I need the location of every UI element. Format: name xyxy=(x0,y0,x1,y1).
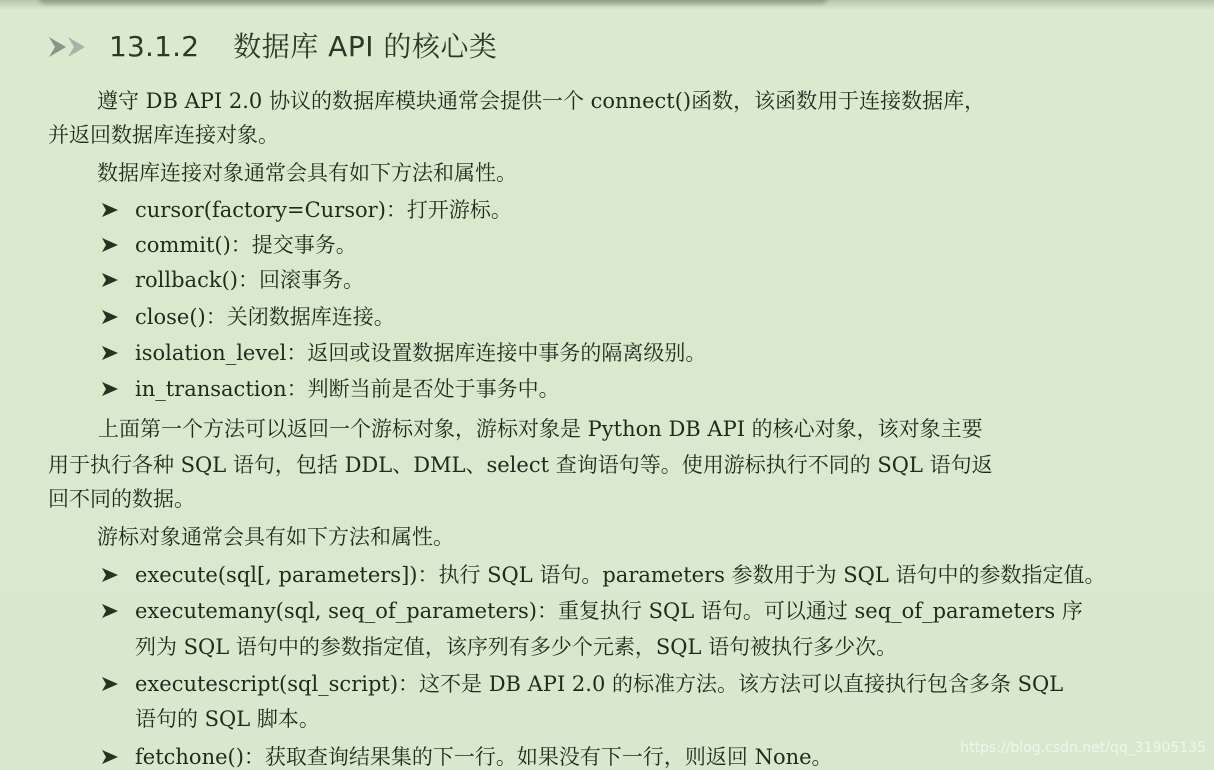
bullet-text: in_transaction：判断当前是否处于事务中。 xyxy=(135,377,560,401)
connection-method-close xyxy=(101,302,1121,332)
bullet-marker xyxy=(101,596,135,626)
paragraph-connect-line-1: 遵守 DB API 2.0 协议的数据库模块通常会提供一个 connect()函数，该函数用于连接数据库， xyxy=(97,89,986,113)
connection-method-commit xyxy=(101,230,1121,260)
cursor-method-execute xyxy=(101,560,1121,590)
connection-attribute-isolation-level xyxy=(101,338,1121,368)
bullet-marker xyxy=(101,302,135,332)
bullet-arrow-icon xyxy=(101,202,119,218)
bullet-marker xyxy=(101,195,135,225)
paragraph-connect-line-2: 并返回数据库连接对象。 xyxy=(48,123,279,147)
bullet-arrow-icon xyxy=(101,345,119,361)
bullet-marker xyxy=(101,230,135,260)
top-cropped-text-strip xyxy=(0,0,1214,10)
heading-number: 13.1.2 xyxy=(109,30,200,63)
cursor-method-executemany-continuation xyxy=(101,632,1121,662)
bullet-text: executemany(sql, seq_of_parameters)：重复执行 SQL 语句。可以通过 seq_of_parameters 序 xyxy=(135,599,1083,623)
heading-title: 数据库 API 的核心类 xyxy=(233,30,498,63)
paragraph-cursor-methods-intro: 游标对象通常会具有如下方法和属性。 xyxy=(97,525,454,549)
bullet-marker xyxy=(101,669,135,699)
paragraph-cursor-line-3: 回不同的数据。 xyxy=(48,487,195,511)
bullet-arrow-icon xyxy=(101,603,119,619)
double-chevron-icon xyxy=(47,35,97,59)
bullet-text: fetchone()：获取查询结果集的下一行。如果没有下一行，则返回 None。 xyxy=(135,745,833,769)
bullet-marker xyxy=(101,338,135,368)
bullet-arrow-icon xyxy=(101,272,119,288)
bullet-marker xyxy=(101,374,135,404)
paragraph-cursor-line-2: 用于执行各种 SQL 语句，包括 DDL、DML、select 查询语句等。使用游标执行不同的 SQL 语句返 xyxy=(48,453,993,477)
bullet-marker xyxy=(101,265,135,295)
bullet-arrow-icon xyxy=(101,567,119,583)
connection-method-rollback xyxy=(101,265,1121,295)
cursor-method-executescript-continuation xyxy=(101,704,1121,734)
connection-method-cursor xyxy=(101,195,1121,225)
bullet-arrow-icon xyxy=(101,381,119,397)
paragraph-cursor-line-1: 上面第一个方法可以返回一个游标对象，游标对象是 Python DB API 的核心对象，该对象主要 xyxy=(98,417,983,441)
cursor-method-executemany xyxy=(101,596,1121,626)
bullet-continuation-text: 列为 SQL 语句中的参数指定值，该序列有多少个元素，SQL 语句被执行多少次。 xyxy=(135,635,898,659)
bullet-continuation-text: 语句的 SQL 脚本。 xyxy=(135,707,320,731)
watermark-url: https://blog.csdn.net/qq_31905135 xyxy=(960,740,1206,756)
bullet-text: execute(sql[, parameters])：执行 SQL 语句。parameters 参数用于为 SQL 语句中的参数指定值。 xyxy=(135,563,1106,587)
paragraph-connection-methods-intro: 数据库连接对象通常会具有如下方法和属性。 xyxy=(97,161,517,185)
bullet-arrow-icon xyxy=(101,237,119,253)
connection-attribute-in-transaction xyxy=(101,374,1121,404)
bullet-arrow-icon xyxy=(101,749,119,765)
section-heading xyxy=(47,29,497,65)
bullet-text: isolation_level：返回或设置数据库连接中事务的隔离级别。 xyxy=(135,341,707,365)
bullet-marker xyxy=(101,742,135,770)
bullet-text: commit()：提交事务。 xyxy=(135,233,357,257)
bullet-arrow-icon xyxy=(101,676,119,692)
cursor-method-executescript xyxy=(101,669,1121,699)
bullet-marker xyxy=(101,560,135,590)
bullet-text: close()：关闭数据库连接。 xyxy=(135,305,395,329)
bullet-text: cursor(factory=Cursor)：打开游标。 xyxy=(135,198,512,222)
bullet-text: executescript(sql_script)：这不是 DB API 2.0 的标准方法。该方法可以直接执行包含多条 SQL xyxy=(135,672,1064,696)
bullet-text: rollback()：回滚事务。 xyxy=(135,268,364,292)
bullet-arrow-icon xyxy=(101,309,119,325)
